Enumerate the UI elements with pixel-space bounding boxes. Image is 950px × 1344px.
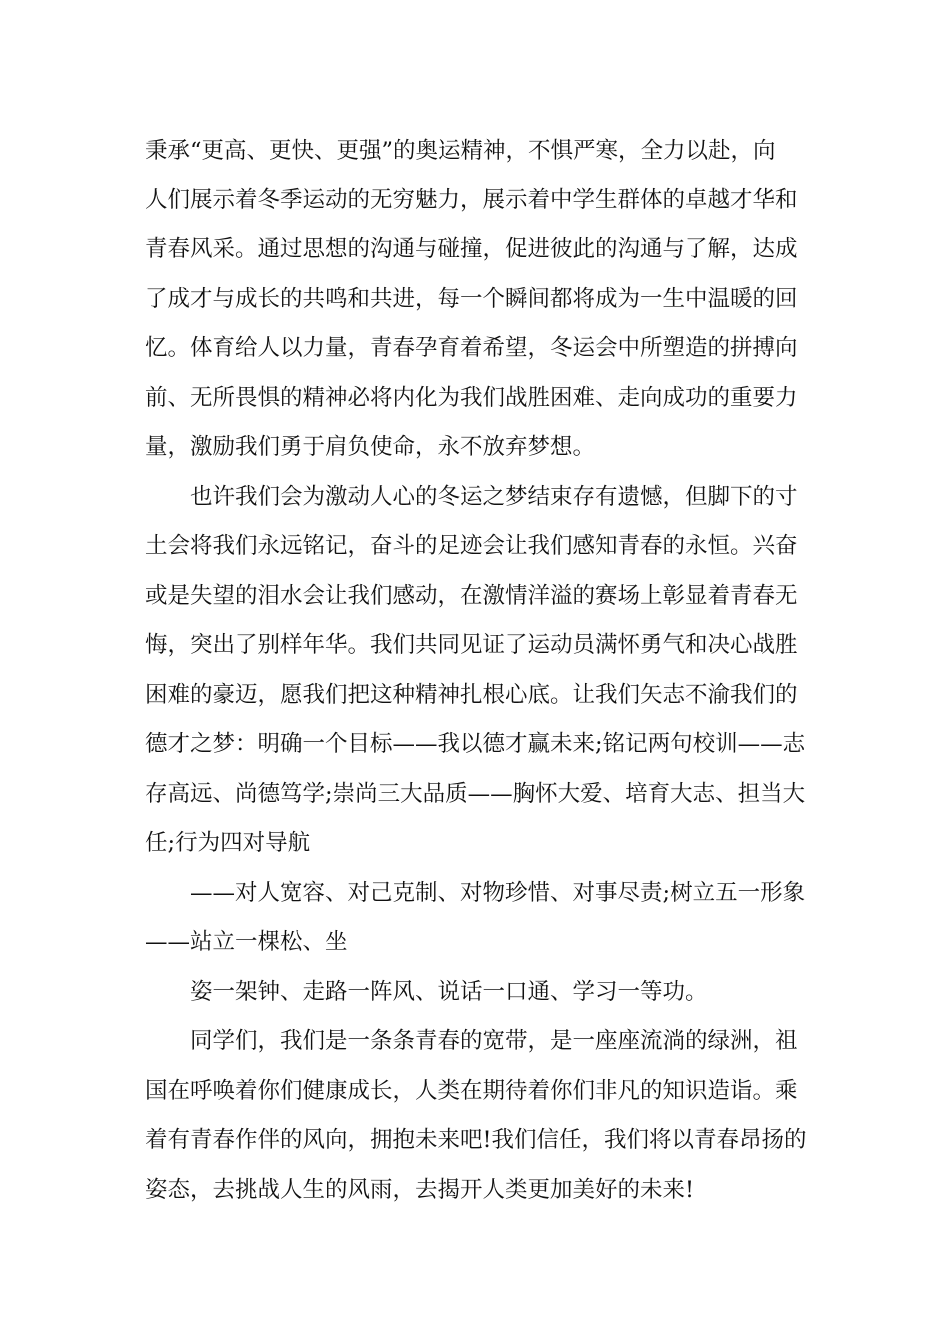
text-line: ——站立一棵松、坐 bbox=[145, 929, 348, 955]
text-line: 任;行为四对导航 bbox=[145, 830, 311, 856]
text-line: 悔，突出了别样年华。我们共同见证了运动员满怀勇气和决心战胜 bbox=[145, 632, 798, 658]
text-line: 量，激励我们勇于肩负使命，永不放弃梦想。 bbox=[145, 434, 596, 460]
text-line: 人们展示着冬季运动的无穷魅力，展示着中学生群体的卓越才华和 bbox=[145, 187, 798, 213]
text-line: 了成才与成长的共鸣和共进，每一个瞬间都将成为一生中温暖的回 bbox=[145, 286, 798, 312]
text-line: 秉承“更高、更快、更强”的奥运精神，不惧严寒，全力以赴，向 bbox=[145, 138, 776, 164]
paragraph-start-line: ——对人宽容、对己克制、对物珍惜、对事尽责;树立五一形象 bbox=[190, 880, 806, 906]
text-line: 困难的豪迈，愿我们把这种精神扎根心底。让我们矢志不渝我们的 bbox=[145, 682, 798, 708]
text-line: 着有青春作伴的风向，拥抱未来吧!我们信任，我们将以青春昂扬的 bbox=[145, 1127, 807, 1153]
text-line: 存高远、尚德笃学;崇尚三大品质——胸怀大爱、培育大志、担当大 bbox=[145, 781, 806, 807]
paragraph-start-line: 也许我们会为激动人心的冬运之梦结束存有遗憾，但脚下的寸 bbox=[190, 484, 798, 510]
text-line: 国在呼唤着你们健康成长，人类在期待着你们非凡的知识造诣。乘 bbox=[145, 1078, 798, 1104]
text-line: 姿态，去挑战人生的风雨，去揭开人类更加美好的未来! bbox=[145, 1177, 695, 1203]
paragraph-start-line: 同学们，我们是一条条青春的宽带，是一座座流淌的绿洲，祖 bbox=[190, 1028, 798, 1054]
paragraph-start-line: 姿一架钟、走路一阵风、说话一口通、学习一等功。 bbox=[190, 979, 708, 1005]
text-line: 或是失望的泪水会让我们感动，在激情洋溢的赛场上彰显着青春无 bbox=[145, 583, 798, 609]
text-line: 德才之梦：明确一个目标——我以德才赢未来;铭记两句校训——志 bbox=[145, 731, 806, 757]
text-line: 忆。体育给人以力量，青春孕育着希望，冬运会中所塑造的拼搏向 bbox=[145, 335, 798, 361]
text-line: 青春风采。通过思想的沟通与碰撞，促进彼此的沟通与了解，达成 bbox=[145, 236, 798, 262]
text-line: 土会将我们永远铭记，奋斗的足迹会让我们感知青春的永恒。兴奋 bbox=[145, 533, 798, 559]
text-line: 前、无所畏惧的精神必将内化为我们战胜困难、走向成功的重要力 bbox=[145, 385, 798, 411]
